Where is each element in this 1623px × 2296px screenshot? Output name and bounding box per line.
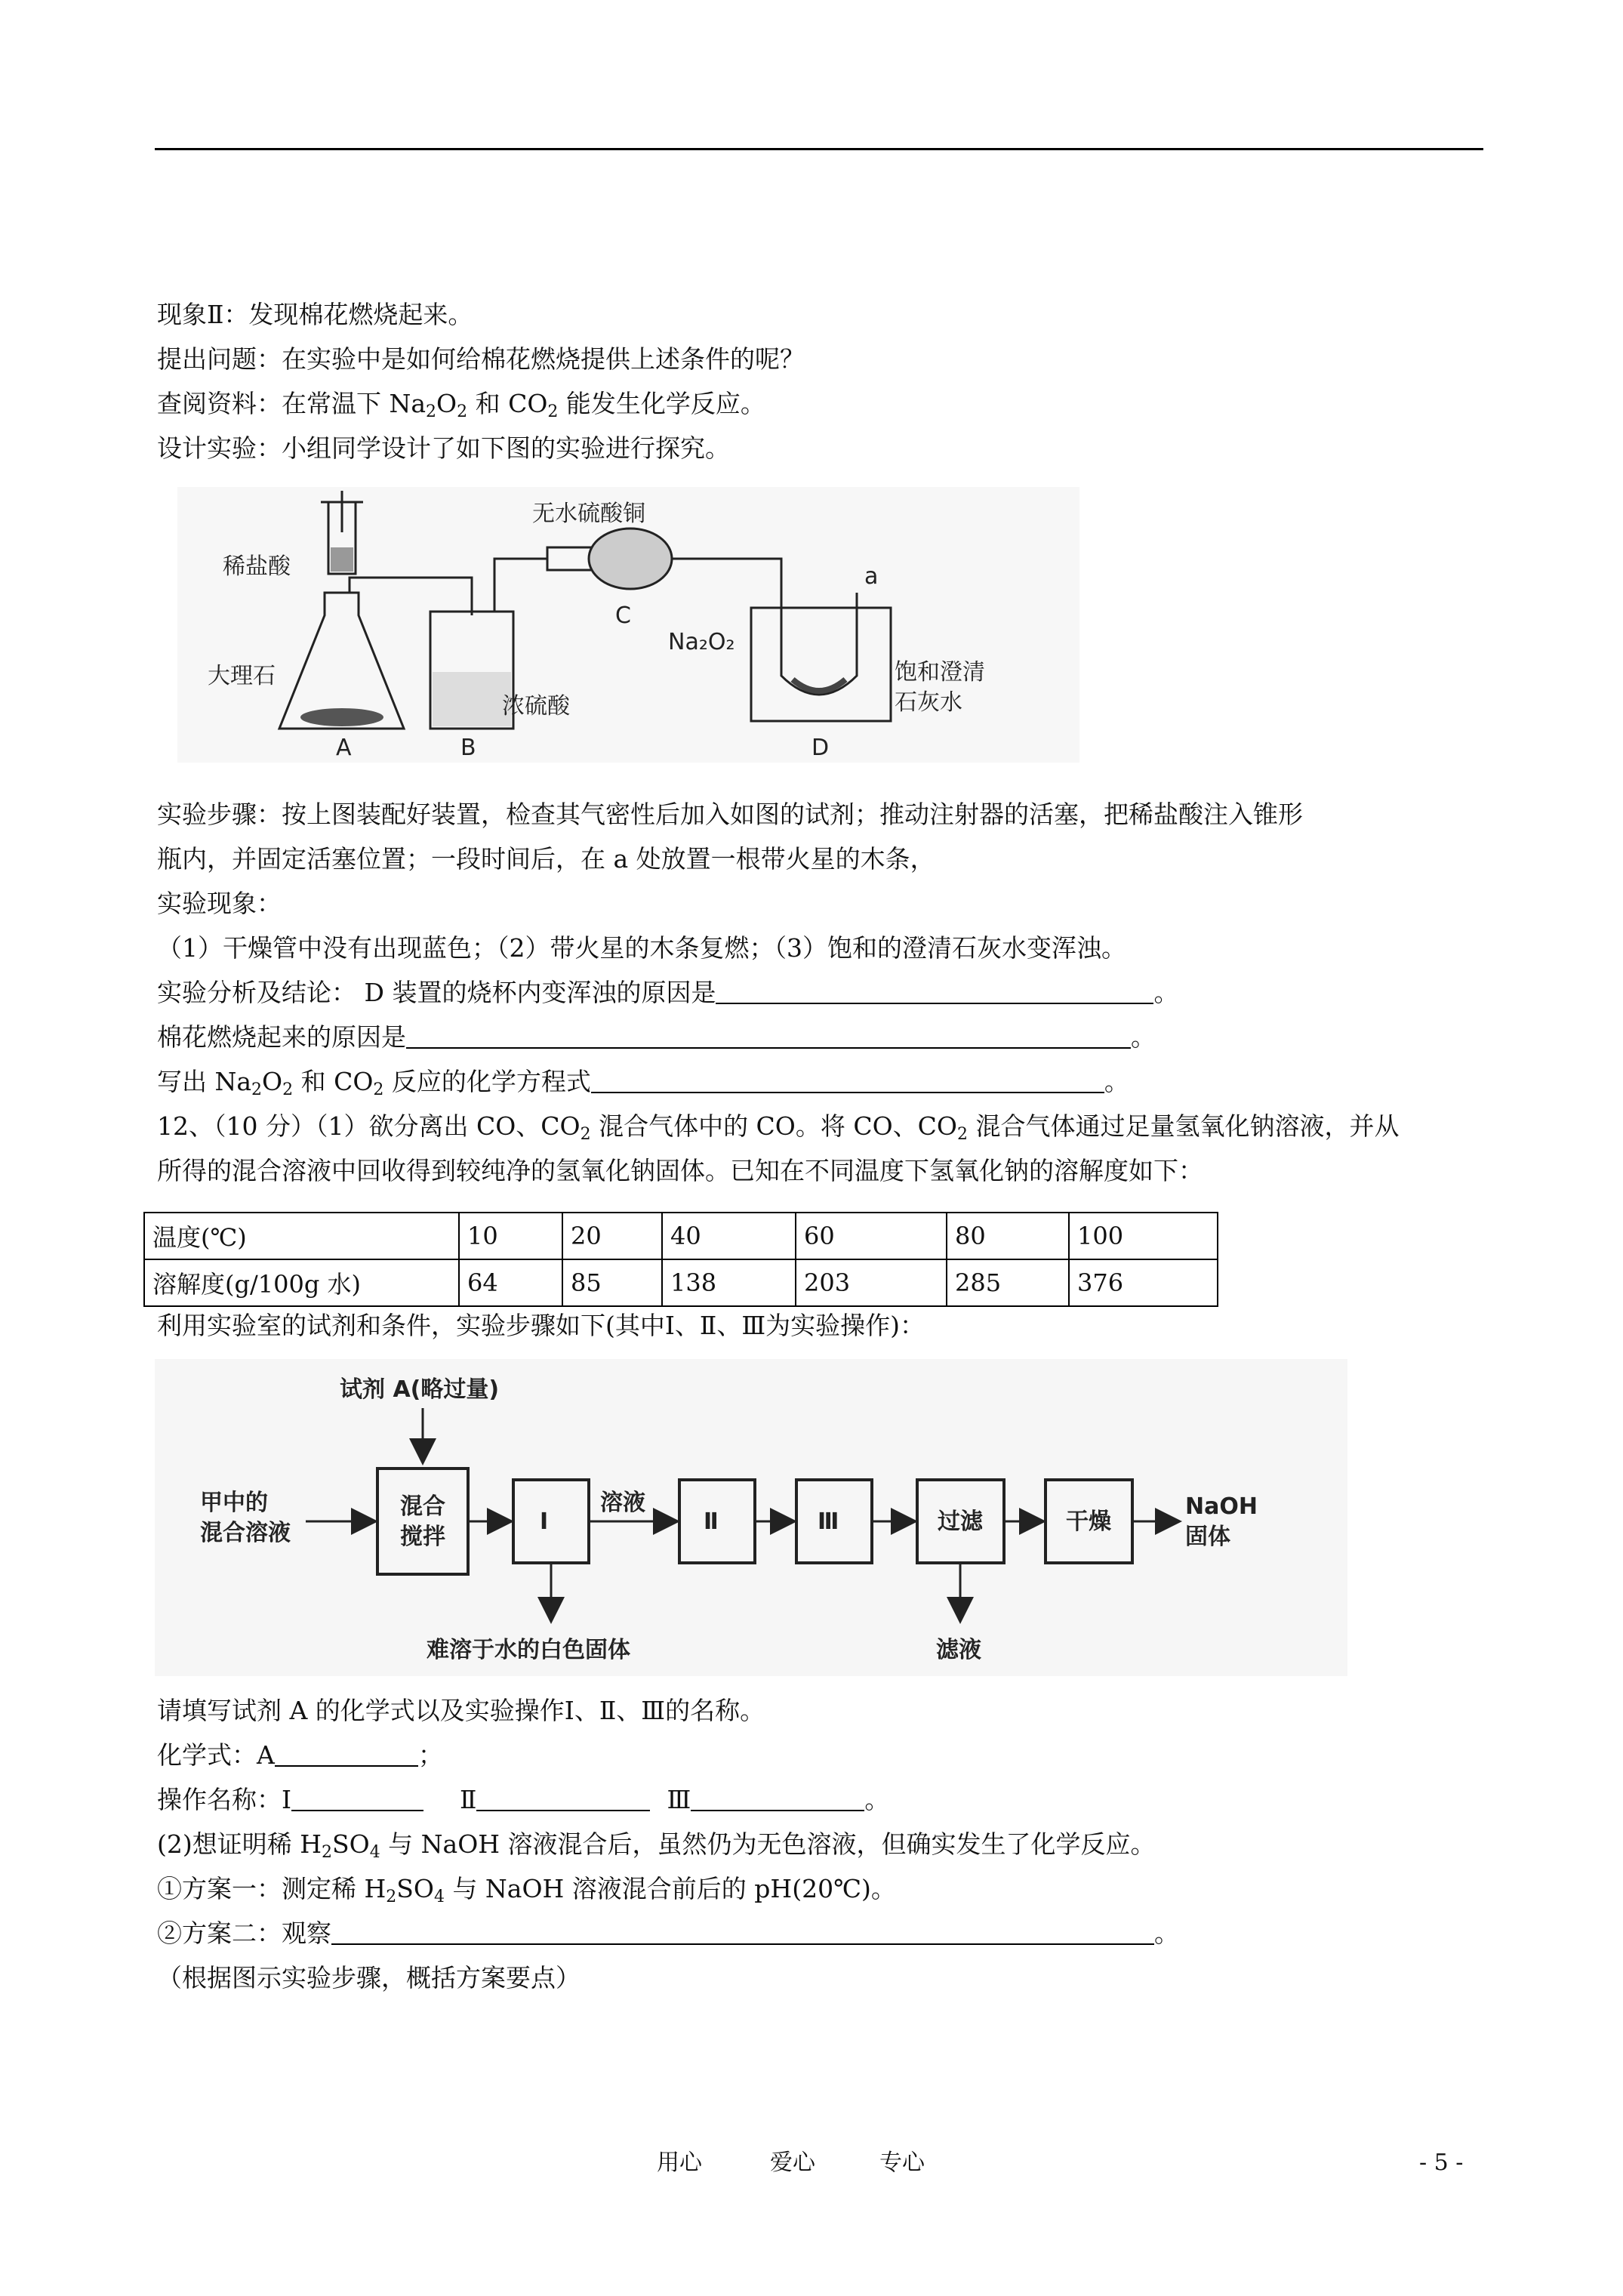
text: Ⅱ bbox=[460, 1785, 477, 1814]
formula-line bbox=[157, 1740, 443, 1771]
label-hcl: 稀盐酸 bbox=[223, 553, 291, 580]
answer-blank-plan2[interactable] bbox=[331, 1918, 1154, 1945]
answer-blank-reagent-a[interactable] bbox=[275, 1740, 418, 1767]
observations bbox=[157, 932, 1126, 964]
text: 12、（10 分）（1）欲分离出 CO、CO bbox=[157, 1111, 581, 1141]
label-precipitate: 难溶于水的白色固体 bbox=[427, 1637, 630, 1663]
question-12-cont bbox=[157, 1155, 1203, 1187]
text: 所得的混合溶液中回收得到较纯净的氢氧化钠固体。已知在不同温度下氢氧化钠的溶解度如下： bbox=[157, 1156, 1203, 1185]
subscript: 2 bbox=[457, 402, 468, 421]
observation-title bbox=[157, 888, 282, 920]
text: 与 NaOH 溶液混合前后的 pH(20℃)。 bbox=[444, 1874, 896, 1903]
table-cell: 376 bbox=[1069, 1259, 1218, 1306]
label-dry: 干燥 bbox=[1066, 1509, 1111, 1535]
marble-chips bbox=[300, 708, 383, 726]
table-cell: 138 bbox=[662, 1259, 796, 1306]
label-output-2: 固体 bbox=[1185, 1524, 1230, 1550]
footer-motto-3: 专心 bbox=[879, 2150, 925, 2176]
header-rule bbox=[155, 148, 1483, 150]
page-number: - 5 - bbox=[1419, 2150, 1464, 2176]
table-cell: 285 bbox=[947, 1259, 1069, 1306]
text: SO bbox=[332, 1829, 370, 1859]
text: ①方案一：测定稀 H bbox=[157, 1874, 387, 1903]
subscript: 2 bbox=[956, 1125, 968, 1144]
answer-blank-op2[interactable] bbox=[476, 1784, 650, 1811]
h2so4-liquid bbox=[433, 672, 511, 726]
table-cell: 100 bbox=[1069, 1213, 1218, 1259]
subscript: 2 bbox=[282, 1080, 294, 1099]
label-na2o2: Na₂O₂ bbox=[668, 629, 735, 655]
label-op2: Ⅱ bbox=[704, 1509, 719, 1535]
label-mix-2: 搅拌 bbox=[400, 1524, 445, 1550]
label-cuso4: 无水硫酸铜 bbox=[532, 501, 645, 527]
subscript: 2 bbox=[322, 1843, 333, 1862]
text: 实验现象： bbox=[157, 889, 282, 918]
text: ； bbox=[417, 1740, 443, 1770]
text: Ⅲ bbox=[667, 1785, 691, 1814]
text: 。 bbox=[1104, 1067, 1129, 1096]
table-cell: 20 bbox=[562, 1213, 662, 1259]
text: 提出问题：在实验中是如何给棉花燃烧提供上述条件的呢？ bbox=[157, 344, 805, 374]
text: 请填写试剂 A 的化学式以及实验操作Ⅰ、Ⅱ、Ⅲ的名称。 bbox=[157, 1696, 765, 1725]
table-cell: 10 bbox=[459, 1213, 562, 1259]
plan-2 bbox=[157, 1918, 1179, 1949]
table-cell: 203 bbox=[796, 1259, 947, 1306]
flow-diagram bbox=[155, 1359, 1347, 1676]
text: 利用实验室的试剂和条件，实验步骤如下(其中Ⅰ、Ⅱ、Ⅲ为实验操作)： bbox=[157, 1311, 925, 1340]
label-op3: Ⅲ bbox=[818, 1509, 839, 1535]
label-filtrate: 滤液 bbox=[936, 1637, 981, 1663]
label-limewater-2: 石灰水 bbox=[895, 689, 962, 716]
text: SO bbox=[396, 1874, 434, 1903]
plan-1 bbox=[157, 1873, 896, 1905]
part-2 bbox=[157, 1829, 1156, 1860]
label-c-device: C bbox=[615, 603, 631, 629]
equation-question bbox=[157, 1066, 1129, 1098]
label-input-1: 甲中的 bbox=[200, 1490, 268, 1516]
reference bbox=[157, 388, 765, 420]
label-output-1: NaOH bbox=[1185, 1493, 1258, 1520]
text: 和 CO bbox=[293, 1067, 374, 1096]
subscript: 2 bbox=[373, 1080, 384, 1099]
procedure-2 bbox=[157, 843, 935, 875]
text: 与 NaOH 溶液混合后，虽然仍为无色溶液，但确实发生了化学反应。 bbox=[380, 1829, 1156, 1859]
text: 瓶内，并固定活塞位置；一段时间后，在 a 处放置一根带火星的木条， bbox=[157, 844, 935, 874]
label-input-2: 混合溶液 bbox=[200, 1520, 291, 1546]
question bbox=[157, 344, 805, 375]
text: 混合气体中的 CO。将 CO、CO bbox=[590, 1111, 957, 1141]
text: (2)想证明稀 H bbox=[157, 1829, 322, 1859]
label-a-outlet: a bbox=[864, 563, 879, 590]
label-h2so4: 浓硫酸 bbox=[502, 693, 570, 720]
label-d-device: D bbox=[812, 735, 830, 761]
text: 和 CO bbox=[467, 389, 548, 418]
text: 实验步骤：按上图装配好装置，检查其气密性后加入如图的试剂；推动注射器的活塞，把稀盐酸注入锥形 bbox=[157, 800, 1303, 829]
text: O bbox=[436, 389, 457, 418]
question-12 bbox=[157, 1111, 1399, 1142]
answer-blank[interactable] bbox=[591, 1066, 1104, 1093]
table-cell: 60 bbox=[796, 1213, 947, 1259]
text: 实验分析及结论： D 装置的烧杯内变浑浊的原因是 bbox=[157, 978, 716, 1007]
text: 。 bbox=[1153, 978, 1179, 1007]
table-cell: 80 bbox=[947, 1213, 1069, 1259]
subscript: 4 bbox=[433, 1888, 445, 1906]
diagram-background bbox=[155, 1359, 1347, 1676]
footer-motto-2: 爱心 bbox=[770, 2150, 815, 2176]
text: 设计实验：小组同学设计了如下图的实验进行探究。 bbox=[157, 433, 730, 463]
subscript: 2 bbox=[386, 1888, 397, 1906]
apparatus-figure bbox=[177, 487, 1079, 763]
phenomenon-2 bbox=[157, 299, 473, 331]
text: 。 bbox=[1131, 1022, 1156, 1052]
solubility-table bbox=[143, 1212, 1218, 1307]
text: （1）干燥管中没有出现蓝色；（2）带火星的木条复燃；（3）饱和的澄清石灰水变浑浊。 bbox=[157, 933, 1126, 963]
text: O bbox=[262, 1067, 283, 1096]
label-limewater-1: 饱和澄清 bbox=[895, 659, 985, 686]
table-row bbox=[144, 1213, 1218, 1259]
subscript: 4 bbox=[369, 1843, 380, 1862]
label-filter: 过滤 bbox=[938, 1509, 983, 1535]
text: 化学式：A bbox=[157, 1740, 275, 1770]
fill-instruction bbox=[157, 1695, 765, 1727]
text: 操作名称：Ⅰ bbox=[157, 1785, 292, 1814]
text: 能发生化学反应。 bbox=[558, 389, 765, 418]
label-op1: Ⅰ bbox=[540, 1509, 549, 1535]
table-row bbox=[144, 1259, 1218, 1306]
drying-tube-c-icon bbox=[589, 529, 672, 589]
procedure-1 bbox=[157, 799, 1303, 831]
answer-blank[interactable] bbox=[406, 1022, 1131, 1049]
text: 。 bbox=[1154, 1918, 1179, 1948]
subscript: 2 bbox=[426, 402, 437, 421]
table-cell: 64 bbox=[459, 1259, 562, 1306]
table-cell: 85 bbox=[562, 1259, 662, 1306]
answer-blank-op1[interactable] bbox=[291, 1784, 423, 1811]
text: 查阅资料：在常温下 Na bbox=[157, 389, 427, 418]
answer-blank[interactable] bbox=[716, 977, 1153, 1004]
text: 现象Ⅱ：发现棉花燃烧起来。 bbox=[157, 300, 473, 329]
label-marble: 大理石 bbox=[208, 663, 276, 689]
answer-blank-op3[interactable] bbox=[691, 1784, 864, 1811]
design bbox=[157, 433, 730, 464]
text: （根据图示实验步骤，概括方案要点） bbox=[157, 1963, 581, 1992]
label-reagent: 试剂 A(略过量) bbox=[340, 1376, 500, 1403]
text: 。 bbox=[864, 1785, 890, 1814]
hcl-liquid bbox=[331, 547, 353, 572]
plan-hint bbox=[157, 1962, 581, 1994]
text: ②方案二：观察 bbox=[157, 1918, 331, 1948]
footer-motto-1: 用心 bbox=[657, 2150, 702, 2176]
subscript: 2 bbox=[580, 1125, 591, 1144]
label-mix-1: 混合 bbox=[400, 1493, 445, 1520]
table-header-cell: 溶解度(g/100g 水) bbox=[144, 1259, 459, 1306]
analysis-question bbox=[157, 977, 1178, 1009]
text: 棉花燃烧起来的原因是 bbox=[157, 1022, 406, 1052]
subscript: 2 bbox=[251, 1080, 263, 1099]
table-cell: 40 bbox=[662, 1213, 796, 1259]
label-solution: 溶液 bbox=[600, 1490, 645, 1516]
operation-names-line bbox=[157, 1784, 889, 1816]
label-b-device: B bbox=[460, 735, 476, 761]
text: 混合气体通过足量氢氧化钠溶液，并从 bbox=[967, 1111, 1400, 1141]
text: 反应的化学方程式 bbox=[383, 1067, 591, 1096]
steps-intro bbox=[157, 1310, 925, 1342]
subscript: 2 bbox=[547, 402, 559, 421]
cotton-question bbox=[157, 1022, 1156, 1053]
text: 写出 Na bbox=[157, 1067, 252, 1096]
table-header-cell: 温度(℃) bbox=[144, 1213, 459, 1259]
label-a-device: A bbox=[336, 735, 352, 761]
